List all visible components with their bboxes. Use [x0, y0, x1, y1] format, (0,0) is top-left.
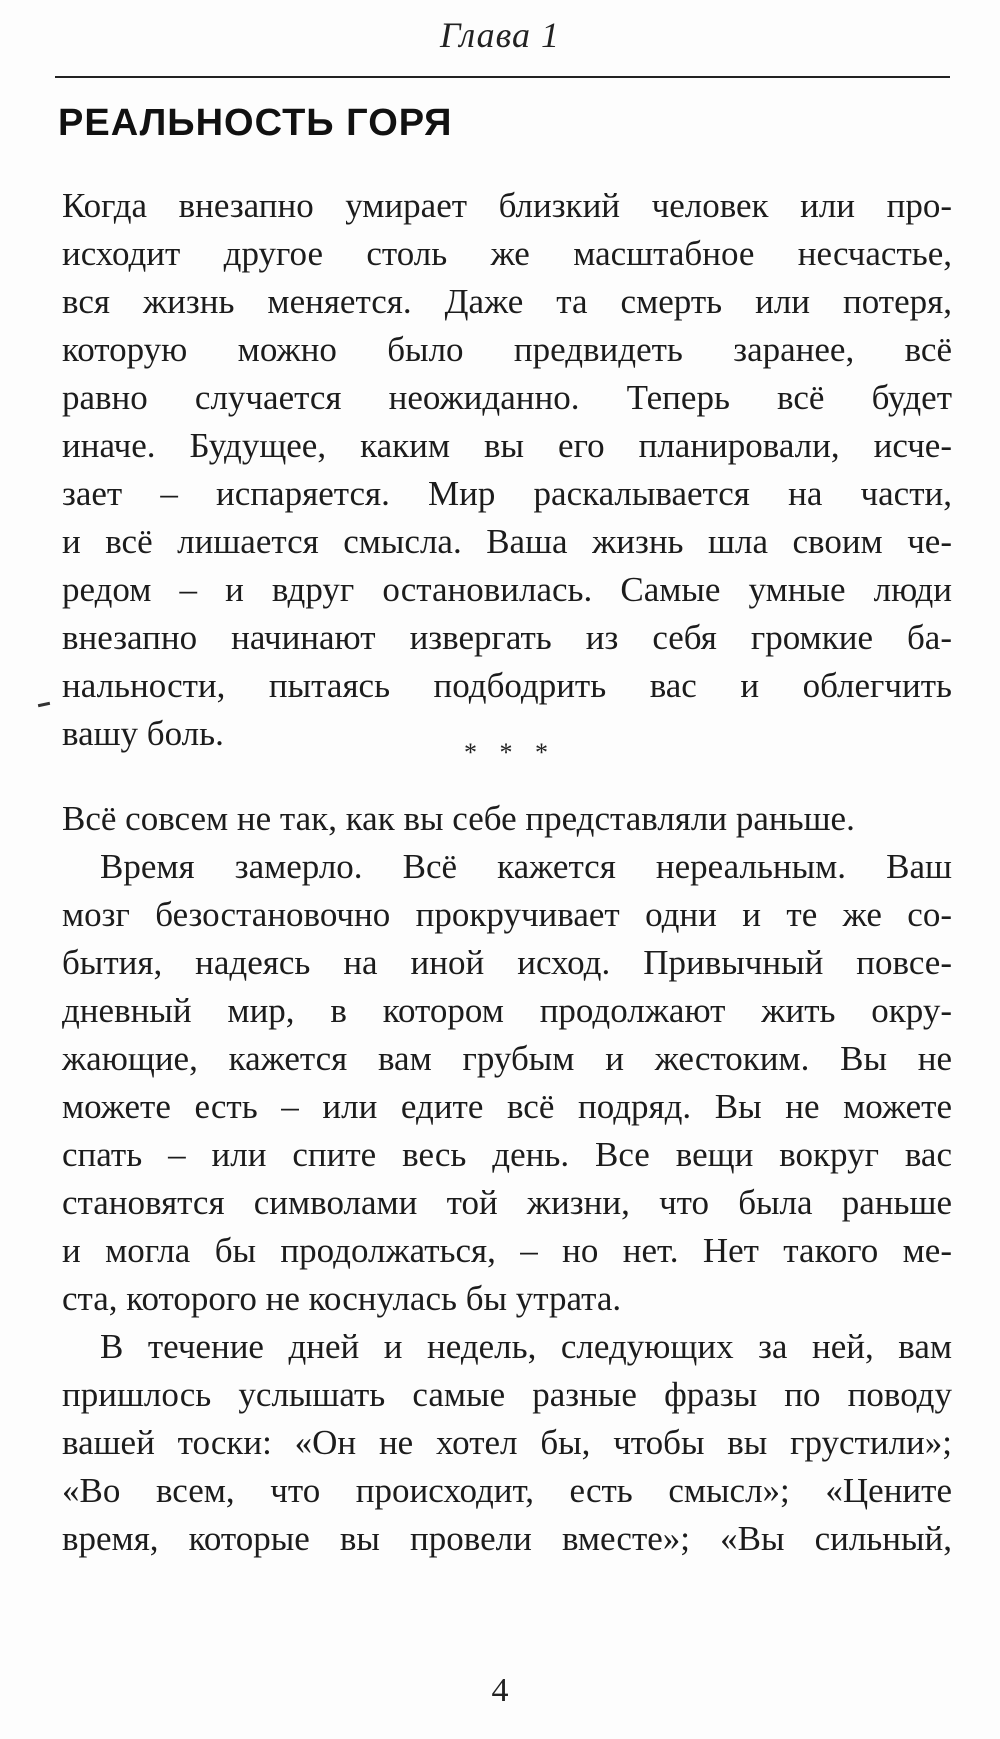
text-line: можете есть – или едите всё подряд. Вы не можете	[62, 1087, 952, 1126]
text-line: вся жизнь меняется. Даже та смерть или потеря,	[62, 282, 952, 321]
running-head: Глава 1	[439, 15, 561, 55]
text-line: становятся символами той жизни, что была раньше	[62, 1183, 952, 1222]
paragraph-1	[62, 182, 952, 758]
header-rule	[55, 76, 950, 78]
text-line: спать – или спите весь день. Все вещи вокруг вас	[62, 1135, 952, 1174]
text-line: пришлось услышать самые разные фразы по поводу	[62, 1375, 952, 1414]
text-line: Когда внезапно умирает близкий человек или про-	[62, 186, 952, 225]
scan-mark	[38, 702, 50, 707]
text-line: которую можно было предвидеть заранее, всё	[62, 330, 952, 369]
text-line: Всё совсем не так, как вы себе представляли раньше.	[62, 799, 855, 838]
text-line: и могла бы продолжаться, – но нет. Нет такого ме-	[62, 1231, 952, 1270]
text-line: и всё лишается смысла. Ваша жизнь шла своим че-	[62, 522, 952, 561]
text-line: ста, которого не коснулась бы утрата.	[62, 1279, 622, 1318]
text-line: мозг безостановочно прокручивает одни и те же со-	[62, 895, 952, 934]
text-line: жающие, кажется вам грубым и жестоким. Вы не	[62, 1039, 952, 1078]
text-line: иначе. Будущее, каким вы его планировали, исче-	[62, 426, 952, 465]
text-line: зает – испаряется. Мир раскалывается на части,	[62, 474, 952, 513]
paragraph-group	[62, 795, 952, 1563]
text-line: внезапно начинают извергать из себя громкие ба-	[62, 618, 952, 657]
text-line: редом – и вдруг остановилась. Самые умные люди	[62, 570, 952, 609]
text-line: вашей тоски: «Он не хотел бы, чтобы вы грустили»;	[62, 1423, 952, 1462]
text-line: бытия, надеясь на иной исход. Привычный повсе-	[62, 943, 952, 982]
text-line: вашу боль.	[62, 714, 224, 753]
text-line: дневный мир, в котором продолжают жить окру-	[62, 991, 952, 1030]
text-line: «Во всем, что происходит, есть смысл»; «Цените	[62, 1471, 952, 1510]
text-line: нальности, пытаясь подбодрить вас и облегчить	[62, 666, 952, 705]
text-line: Время замерло. Всё кажется нереальным. Ваш	[100, 847, 952, 886]
section-separator: * * *	[464, 738, 556, 767]
page-number: 4	[491, 1672, 509, 1709]
text-line: В течение дней и недель, следующих за ней, вам	[100, 1327, 952, 1366]
text-line: равно случается неожиданно. Теперь всё будет	[62, 378, 952, 417]
text-line: время, которые вы провели вместе»; «Вы сильный,	[62, 1519, 952, 1558]
text-line: исходит другое столь же масштабное несчастье,	[62, 234, 952, 273]
chapter-title: РЕАЛЬНОСТЬ ГОРЯ	[58, 102, 453, 144]
